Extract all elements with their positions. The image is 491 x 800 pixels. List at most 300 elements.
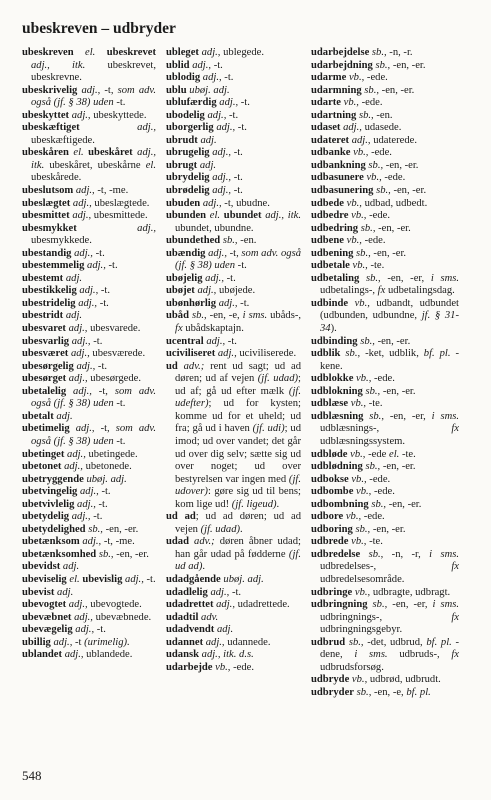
dictionary-entry xyxy=(166,637,301,650)
grammar-label: adj., xyxy=(69,335,91,347)
headword: udbinding xyxy=(311,335,358,347)
grammar-label: adj., itk. d.s. xyxy=(199,649,254,661)
headword: ubeskrevet xyxy=(106,47,156,58)
dictionary-entry xyxy=(311,235,459,248)
entry-text: ubesørgede. xyxy=(87,373,141,385)
entry-text: -t. xyxy=(92,247,105,259)
grammar-label: adj. xyxy=(54,586,74,598)
entry-text: ublandede. xyxy=(83,649,133,661)
grammar-label: adj., xyxy=(203,335,226,347)
entry-text: -kene. xyxy=(320,348,459,372)
headword: udbedring xyxy=(311,222,359,234)
grammar-label: sb., xyxy=(356,109,374,121)
headword: uborgerlig xyxy=(166,122,214,134)
dictionary-entry xyxy=(166,336,301,349)
grammar-label: (jf. udefter) xyxy=(175,385,301,410)
entry-text: . xyxy=(202,561,206,573)
dictionary-entry xyxy=(166,298,301,311)
entry-text: -en, -er. xyxy=(383,159,419,171)
entry-text: ubevogtede. xyxy=(87,599,142,611)
entry-text: -t. xyxy=(97,297,109,309)
grammar-label: jf. § 31-34 xyxy=(320,310,459,335)
page-number: 548 xyxy=(22,768,42,783)
entry-text: -ede. xyxy=(381,172,406,184)
grammar-label: adj., xyxy=(215,348,237,360)
headword: udarbejdelse xyxy=(311,47,370,58)
headword: udarte xyxy=(311,97,342,109)
entry-text: ; ud imod; ud over vandet; det går ud over dig selv; sætte sig ud over noget; ud over bestyrelsen var ingen med xyxy=(175,423,301,485)
headword: udannet xyxy=(166,636,204,648)
grammar-label: adj., xyxy=(209,172,232,184)
headword: ubeskåret xyxy=(88,147,133,159)
grammar-label: bf. pl. xyxy=(406,686,431,698)
dictionary-entry xyxy=(166,122,301,135)
entry-text: -t. xyxy=(95,498,108,510)
headword: udadrettet xyxy=(166,599,214,611)
headword: udarmning xyxy=(311,84,362,96)
dictionary-entry xyxy=(166,587,301,600)
dictionary-entry xyxy=(166,348,301,361)
headword: ubunden xyxy=(166,210,207,222)
grammar-label: som adv. også (jf. § 38) uden xyxy=(31,385,156,410)
headword: ubetvivlelig xyxy=(22,498,75,510)
entry-text: -t. xyxy=(90,335,103,347)
headword: ublid xyxy=(166,59,190,71)
dictionary-entry xyxy=(166,310,301,335)
entry-text: -ede xyxy=(365,448,389,460)
grammar-label: adj. xyxy=(63,310,83,322)
dictionary-entry xyxy=(22,549,156,562)
headword: udbombning xyxy=(311,498,369,510)
entry-text: -t. xyxy=(231,185,243,197)
dictionary-entry xyxy=(166,662,301,675)
grammar-label: adj., xyxy=(200,72,222,84)
entry-text: -n, -r, xyxy=(383,548,430,560)
dictionary-entry xyxy=(166,172,301,185)
grammar-label: adj. xyxy=(53,410,73,422)
headword: ubetydelig xyxy=(22,511,70,523)
headword: ubevæbnet xyxy=(22,611,72,623)
headword: ubetalelig xyxy=(22,385,67,397)
dictionary-entry xyxy=(166,361,301,512)
dictionary-entry xyxy=(311,486,459,499)
entry-text: udbad, udbedt. xyxy=(361,197,428,209)
headword: ublodig xyxy=(166,72,201,84)
grammar-label: adj., xyxy=(213,122,236,134)
dictionary-entry xyxy=(311,198,459,211)
entry-text: -t. xyxy=(211,59,223,71)
entry-text: ubeskåret, ubeskårne xyxy=(44,159,146,171)
entry-text: ubeskårede. xyxy=(31,172,82,184)
grammar-label: adj., xyxy=(204,109,227,121)
column-2 xyxy=(166,47,301,765)
entry-text: udbredelses-, xyxy=(320,561,452,573)
grammar-label: i sms. xyxy=(354,649,388,661)
grammar-label: som adv. også (jf. § 38) uden xyxy=(175,247,301,272)
dictionary-entry xyxy=(22,110,156,123)
headword: udblæsning xyxy=(311,410,364,422)
grammar-label: vb., xyxy=(341,97,359,109)
entry-text: -ket, udblik, xyxy=(360,348,424,360)
entry-text: -t. xyxy=(105,260,118,272)
headword: udblik xyxy=(311,348,341,360)
headword: udbankning xyxy=(311,159,366,171)
grammar-label: adj., xyxy=(68,348,90,360)
dictionary-entry xyxy=(22,336,156,349)
entry-text: -t. xyxy=(113,398,126,410)
headword: udbene xyxy=(311,235,344,247)
entry-text: -en, -er. xyxy=(375,222,411,234)
entry-text: udbredelsesområde. xyxy=(320,573,405,585)
headword: udblødning xyxy=(311,461,363,473)
grammar-label: adj., xyxy=(76,285,99,297)
grammar-label: fx xyxy=(451,649,459,661)
headword: ubestemmelig xyxy=(22,260,85,272)
grammar-label: sb., xyxy=(368,498,387,510)
entry-text: -en, -er. xyxy=(380,461,416,473)
dictionary-entry xyxy=(166,574,301,587)
grammar-label: adj., xyxy=(71,611,93,623)
headword: udadvendt xyxy=(166,624,215,636)
dictionary-entry xyxy=(166,273,301,286)
grammar-label: vb., xyxy=(343,197,362,209)
grammar-label: (jf. ud ad) xyxy=(175,548,301,573)
headword: ucentral xyxy=(166,335,204,347)
dictionary-entry xyxy=(311,461,459,474)
grammar-label: sb., xyxy=(363,410,384,422)
headword: udarbejde xyxy=(166,661,213,673)
grammar-label: sb., xyxy=(361,84,380,96)
grammar-label: ubøj. adj. xyxy=(220,573,264,585)
dictionary-entry xyxy=(22,122,156,147)
entry-text: udblæsnings-, xyxy=(320,423,452,435)
grammar-label: adj., xyxy=(65,323,88,335)
entry-text: -t, xyxy=(100,84,118,96)
entry-text: ubetonede. xyxy=(82,461,132,473)
dictionary-entry xyxy=(166,248,301,273)
dictionary-entry xyxy=(22,185,156,198)
headword: udbasunering xyxy=(311,185,374,197)
dictionary-entry xyxy=(311,223,459,236)
grammar-label: vb., xyxy=(348,398,367,410)
dictionary-entry xyxy=(311,386,459,399)
entry-text: -t. xyxy=(235,260,247,272)
entry-text: -ede. xyxy=(230,661,254,673)
headword: udaset xyxy=(311,122,341,134)
grammar-label: sb., xyxy=(353,686,372,698)
entry-text: rent ud sagt; ud ad døren; ud af vejen xyxy=(175,360,301,385)
dictionary-entry xyxy=(22,348,156,361)
entry-text: udblæsningssystem. xyxy=(320,435,406,447)
dictionary-entry xyxy=(311,135,459,148)
headword: udblokning xyxy=(311,385,363,397)
entry-text: -ede. xyxy=(368,147,392,159)
headword: ubetonet xyxy=(22,461,62,473)
entry-text: -t. xyxy=(221,72,234,84)
grammar-label: adj., xyxy=(61,461,83,473)
dictionary-entry xyxy=(311,373,459,386)
dictionary-entry xyxy=(311,524,459,537)
entry-text: ubådskaptajn. xyxy=(182,323,244,335)
grammar-label: (jf. ligeud) xyxy=(231,498,277,510)
headword: udadtil xyxy=(166,611,199,623)
headword: ubesmittet xyxy=(22,210,70,222)
grammar-label: adj., xyxy=(209,185,232,197)
grammar-label: vb., xyxy=(349,260,368,272)
headword: udansk xyxy=(166,649,199,661)
headword: udbryder xyxy=(311,686,354,698)
dictionary-entry xyxy=(22,273,156,286)
dictionary-entry xyxy=(311,60,459,73)
entry-text: -ede. xyxy=(361,235,386,247)
headword: ubeslægtet xyxy=(22,197,71,209)
entry-text: -ede. xyxy=(366,473,391,485)
grammar-label: adj., itk. xyxy=(31,59,86,71)
grammar-label: sb., xyxy=(345,636,364,648)
entry-text: -t. xyxy=(229,586,242,598)
dictionary-entry xyxy=(166,97,301,110)
entry-text: udannede. xyxy=(224,636,271,648)
headword: ubetvingelig xyxy=(22,486,78,498)
entry-text: -en, -er. xyxy=(380,385,416,397)
entry-text: -te. xyxy=(367,260,385,272)
entry-text: -ede. xyxy=(366,210,390,222)
grammar-label: adj., xyxy=(77,84,101,96)
headword: ubrudt xyxy=(166,134,198,146)
dictionary-entry xyxy=(22,536,156,549)
entry-text: -ede. xyxy=(358,97,383,109)
grammar-label: adj., xyxy=(70,197,92,209)
grammar-label: i sms. xyxy=(431,410,459,422)
headword: udbokse xyxy=(311,473,349,485)
headword: udad xyxy=(166,536,189,548)
grammar-label: fx xyxy=(451,611,459,623)
headword: ubændig xyxy=(166,247,206,259)
entry-text: -t. xyxy=(113,435,126,447)
headword: ubevægelig xyxy=(22,624,73,636)
grammar-label: adj., xyxy=(71,247,93,259)
entry-text: -te. xyxy=(366,398,383,410)
grammar-label: adj., xyxy=(74,498,96,510)
dictionary-entry xyxy=(166,536,301,574)
headword: ubetænksom xyxy=(22,536,80,548)
dictionary-entry xyxy=(22,637,156,650)
grammar-label: adj. xyxy=(214,624,234,636)
grammar-label: adj., xyxy=(72,624,95,636)
grammar-label: vb., xyxy=(352,586,371,598)
dictionary-entry xyxy=(166,649,301,662)
dictionary-entry xyxy=(311,248,459,261)
grammar-label: sb., xyxy=(220,235,238,247)
entry-text: udadrettede. xyxy=(234,599,290,611)
dictionary-entry xyxy=(22,561,156,574)
grammar-label: adj., xyxy=(340,122,362,134)
entry-text: ubesmittede. xyxy=(91,210,148,222)
column-1 xyxy=(22,47,156,765)
grammar-label: adj., xyxy=(77,486,99,498)
dictionary-entry xyxy=(22,599,156,612)
entry-text: -t, -me. xyxy=(101,536,135,548)
dictionary-entry xyxy=(311,47,459,60)
dictionary-entry xyxy=(22,524,156,537)
entry-text: -t. xyxy=(143,573,156,585)
dictionary-entry xyxy=(311,687,459,700)
entry-text: -t. xyxy=(95,360,108,372)
grammar-label: adj., xyxy=(194,285,217,297)
grammar-label: adj., xyxy=(50,636,73,648)
headword: ubøjelig xyxy=(166,272,203,284)
entry-text: -en, -er, xyxy=(380,272,431,284)
entry-text: ubesvarede. xyxy=(87,323,141,335)
grammar-label: adj. xyxy=(63,272,83,284)
dictionary-entry xyxy=(22,298,156,311)
grammar-label: sb., xyxy=(359,272,381,284)
entry-text: udbrød, udbrudt. xyxy=(367,674,441,686)
dictionary-entry xyxy=(166,235,301,248)
headword: ubønhørlig xyxy=(166,297,217,309)
headword: udarbejdning xyxy=(311,59,373,71)
entry-text: -en, -er. xyxy=(390,59,426,71)
headword: ubeslutsom xyxy=(22,185,74,197)
dictionary-entry xyxy=(166,285,301,298)
dictionary-entry xyxy=(311,336,459,349)
dictionary-entry xyxy=(166,612,301,625)
headword: udbetale xyxy=(311,260,350,272)
grammar-label: sb., xyxy=(340,348,361,360)
grammar-label: adj., xyxy=(66,385,92,397)
dictionary-entry xyxy=(166,60,301,73)
headword: udbrud xyxy=(311,636,346,648)
grammar-label: i sms. xyxy=(432,599,459,611)
headword: ubesørget xyxy=(22,373,67,385)
entry-text: -en, -er. xyxy=(370,247,407,259)
entry-text: udbringningsgebyr. xyxy=(320,624,403,636)
grammar-label: sb., xyxy=(96,548,114,560)
entry-text: ubevæbnede. xyxy=(92,611,152,623)
entry-text: -t. xyxy=(113,97,126,109)
dictionary-entry xyxy=(22,587,156,600)
grammar-label: adj., xyxy=(79,122,156,134)
headword: ubleget xyxy=(166,47,199,58)
headword: ubundet xyxy=(223,210,262,222)
grammar-label: ubøj. adj. xyxy=(186,84,230,96)
dictionary-entry xyxy=(311,398,459,411)
entry-text: -t. xyxy=(90,511,103,523)
entry-text: ). xyxy=(330,323,337,335)
grammar-label: (jf. udi) xyxy=(252,423,285,435)
entry-text: ; ud af; gå ud efter mælk xyxy=(175,373,301,397)
entry-text: -ede. xyxy=(371,486,395,498)
entry-text: -t. xyxy=(235,122,247,134)
dictionary-entry xyxy=(311,147,459,160)
grammar-label: sb., xyxy=(188,310,207,322)
entry-text: ubeskrevet, ubeskrevne. xyxy=(31,59,156,84)
headword: udbryde xyxy=(311,674,350,686)
headword: ubåd xyxy=(166,310,189,322)
grammar-label: el. xyxy=(145,159,156,171)
dictionary-entry xyxy=(22,449,156,462)
headword: ud ad xyxy=(166,511,196,523)
dictionary-entry xyxy=(311,674,459,687)
headword: udbede xyxy=(311,197,344,209)
entry-text: udbetalings-, xyxy=(320,285,378,297)
grammar-label: adj., xyxy=(209,147,232,159)
entry-text: -t, -me. xyxy=(94,185,129,197)
entry-text: -t, xyxy=(94,423,116,435)
entry-text: udbringnings-, xyxy=(320,611,452,623)
entry-text: ubeskæftigede. xyxy=(31,134,95,146)
entry-text: -det, udbrud, xyxy=(363,636,427,648)
grammar-label: vb., xyxy=(363,172,382,184)
headword: ubesvaret xyxy=(22,323,66,335)
entry-text: . xyxy=(240,523,243,535)
grammar-label: bf. pl. xyxy=(423,348,451,360)
grammar-label: vb., xyxy=(348,473,367,485)
grammar-label: (urimelig). xyxy=(84,636,130,648)
entry-text: udaterede. xyxy=(370,134,418,146)
headword: udadgående xyxy=(166,573,221,585)
entry-text: -t. xyxy=(98,486,111,498)
headword: udbrede xyxy=(311,536,349,548)
dictionary-entry xyxy=(22,147,156,185)
column-3 xyxy=(311,47,459,765)
entry-text: ubetingede. xyxy=(85,448,138,460)
headword: ubesørgelig xyxy=(22,360,74,372)
headword: ubeskåren xyxy=(22,147,69,159)
grammar-label: adj., itk. xyxy=(261,210,301,222)
dictionary-entry xyxy=(311,97,459,110)
grammar-label: adj., xyxy=(189,59,212,71)
dictionary-entry xyxy=(166,85,301,98)
headword: ud xyxy=(166,360,178,372)
entry-text: -t, xyxy=(91,385,115,397)
headword: udbening xyxy=(311,247,354,259)
dictionary-entry xyxy=(22,47,156,85)
running-head: ubeskreven – udbryder xyxy=(22,20,176,37)
grammar-label: sb., xyxy=(367,599,388,611)
dictionary-entry xyxy=(166,210,301,235)
grammar-label: adj., xyxy=(200,197,222,209)
dictionary-entry xyxy=(22,310,156,323)
grammar-label: ubøj. adj. xyxy=(83,473,127,485)
dictionary-entry xyxy=(22,260,156,273)
entry-text: -t xyxy=(72,636,85,648)
dictionary-entry xyxy=(22,486,156,499)
grammar-label: sb., xyxy=(362,385,381,397)
dictionary-entry xyxy=(311,110,459,123)
grammar-label: i sms. xyxy=(242,310,268,322)
dictionary-entry xyxy=(311,499,459,512)
grammar-label: adv.; xyxy=(188,536,215,548)
headword: ubesvarlig xyxy=(22,335,70,347)
headword: ubetinget xyxy=(22,448,65,460)
dictionary-entry xyxy=(22,198,156,211)
entry-text: -t. xyxy=(223,272,236,284)
grammar-label: adj., xyxy=(122,573,144,585)
grammar-label: el. xyxy=(389,448,400,460)
dictionary-entry xyxy=(22,323,156,336)
grammar-label: adv. xyxy=(198,611,219,623)
headword: udbetaling xyxy=(311,272,360,284)
dictionary-entry xyxy=(22,411,156,424)
entry-text: -t. xyxy=(231,147,243,159)
grammar-label: fx xyxy=(175,323,183,335)
entry-text: udasede. xyxy=(361,122,402,134)
grammar-label: adj., xyxy=(62,649,84,661)
headword: ubrugt xyxy=(166,159,198,171)
grammar-label: adj., xyxy=(66,373,88,385)
entry-text: -ede. xyxy=(364,72,388,84)
